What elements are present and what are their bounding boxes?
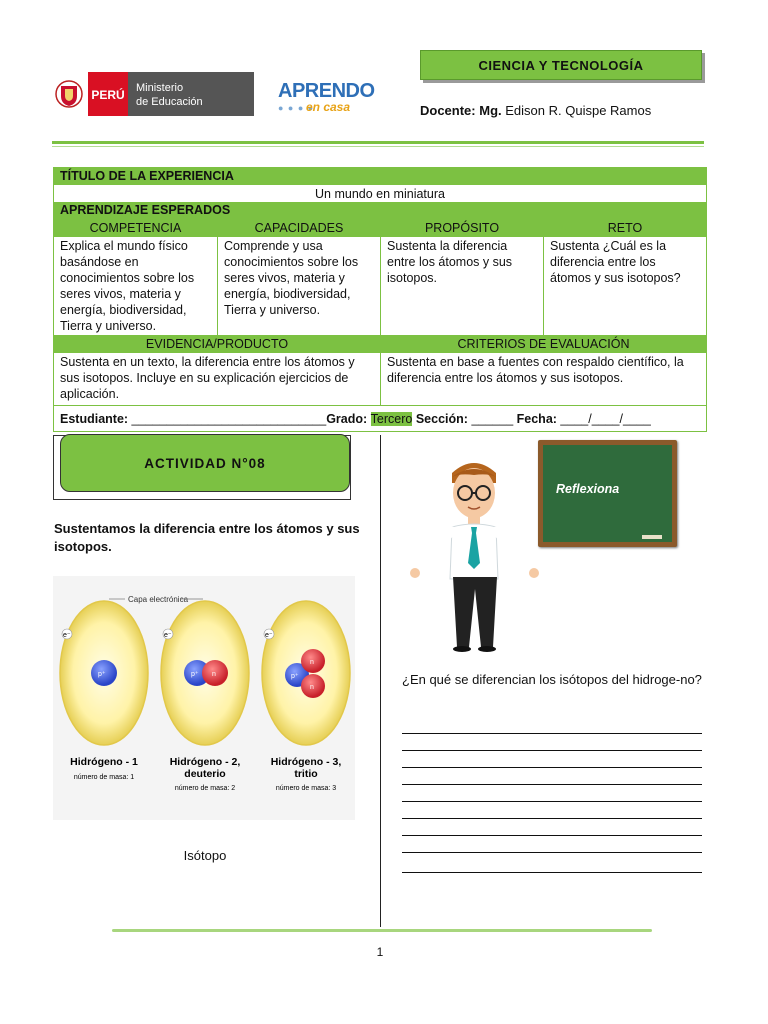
docente-line <box>420 103 651 118</box>
student-info-row <box>54 405 706 431</box>
docente-title: Mg. <box>479 103 502 118</box>
activity-subtitle: Sustentamos la diferencia entre los átomos y sus isotopos. <box>54 521 360 554</box>
iso3-sub: tritio <box>294 768 318 780</box>
evidencia-header-row <box>54 335 706 352</box>
electron-label-3: e⁻ <box>265 632 273 639</box>
header-divider <box>52 141 704 144</box>
iso-caption: Isótopo <box>183 848 227 863</box>
aprendo-main-text: APRENDO <box>278 80 375 102</box>
page-number: 1 <box>376 945 384 959</box>
neutron-label-2: n <box>212 671 216 678</box>
grado-label: Grado: <box>326 412 368 426</box>
iso1-mass: número de masa: 1 <box>73 774 135 781</box>
titulo-header: TÍTULO DE LA EXPERIENCIA <box>54 168 706 185</box>
estudiante-label: Estudiante: <box>60 412 129 426</box>
iso2-name: Hidrógeno - 2, <box>169 756 241 768</box>
answer-line[interactable] <box>402 733 702 734</box>
answer-line[interactable] <box>402 872 702 873</box>
titulo-value: Un mundo en miniatura <box>315 187 445 201</box>
activity-title: ACTIVIDAD N°08 <box>60 434 350 492</box>
seccion-label: Sección: <box>415 412 468 426</box>
answer-line[interactable] <box>402 852 702 853</box>
question-text: ¿En qué se diferencian los isótopos del hidroge-no? <box>402 672 702 687</box>
chalk-icon <box>642 535 662 539</box>
answer-line[interactable] <box>402 818 702 819</box>
answer-line[interactable] <box>402 801 702 802</box>
proton-label-3: p⁺ <box>291 673 299 680</box>
seccion-field[interactable]: ______ <box>471 412 514 426</box>
chalkboard <box>538 440 677 547</box>
board-text: Reflexiona <box>556 482 620 496</box>
answer-line[interactable] <box>402 784 702 785</box>
aprendo-sub-text: en casa <box>306 100 351 114</box>
ministry-line1: Ministerio <box>136 82 184 94</box>
criterios-header: CRITERIOS DE EVALUACIÓN <box>380 336 706 352</box>
country-label: PERÚ <box>91 88 125 102</box>
competencia-text: Explica el mundo físico basándose en conocimientos sobre los seres vivos, materia y energía, biodiversidad, Tierra y universo. <box>60 239 195 333</box>
estudiante-field[interactable]: ____________________________ <box>131 412 327 426</box>
iso3-mass: número de masa: 3 <box>275 785 337 792</box>
isotopes-illustration <box>53 576 355 820</box>
minedu-logo <box>52 72 254 116</box>
iso2-sub: deuterio <box>184 768 226 780</box>
column-divider <box>380 435 381 927</box>
subject-title: CIENCIA Y TECNOLOGÍA <box>420 50 702 80</box>
criterios-text: Sustenta en base a fuentes con respaldo científico, la diferencia entre los átomos y sus isotopos. <box>380 353 706 405</box>
proposito-text: Sustenta la diferencia entre los átomos y sus isotopos. <box>380 237 543 335</box>
capa-label: Capa electrónica <box>128 595 189 604</box>
col-proposito: PROPÓSITO <box>380 220 543 236</box>
answer-line[interactable] <box>402 750 702 751</box>
reto-text: Sustenta ¿Cuál es la diferencia entre los átomos y sus isotopos? <box>543 237 706 335</box>
iso2-mass: número de masa: 2 <box>174 785 236 792</box>
col-reto: RETO <box>543 220 706 236</box>
capacidades-text: Comprende y usa conocimientos sobre los seres vivos, materia y energía, biodiversidad, Tierra y universo. <box>217 237 380 335</box>
col-competencia: COMPETENCIA <box>89 221 182 235</box>
neutron-label-3b: n <box>310 684 314 691</box>
proton-label-1: p⁺ <box>98 671 106 678</box>
col-capacidades: CAPACIDADES <box>217 220 380 236</box>
evidencia-text: Sustenta en un texto, la diferencia entre los átomos y sus isotopos. Incluye en su explicación ejercicios de aplicación. <box>60 355 355 401</box>
fecha-label: Fecha: <box>516 412 557 426</box>
electron-label-2: e⁻ <box>164 632 172 639</box>
docente-name: Edison R. Quispe Ramos <box>505 103 652 118</box>
iso1-name: Hidrógeno - 1 <box>70 756 138 768</box>
fecha-field[interactable]: ____/____/____ <box>560 412 651 426</box>
columns-content-row <box>54 236 706 335</box>
aprendo-en-casa-logo <box>276 80 375 114</box>
header-divider-thin <box>52 146 704 147</box>
proton-label-2: p⁺ <box>191 671 199 678</box>
aprendizaje-header: APRENDIZAJE ESPERADOS <box>54 202 706 219</box>
neutron-label-3a: n <box>310 659 314 666</box>
footer-divider <box>112 929 652 932</box>
iso3-name: Hidrógeno - 3, <box>270 756 342 768</box>
columns-header-row <box>54 219 706 236</box>
grado-value[interactable]: Tercero <box>370 412 413 426</box>
electron-label-1: e⁻ <box>63 632 71 639</box>
experience-table <box>53 167 707 432</box>
ministry-line2: de Educación <box>136 96 203 108</box>
answer-line[interactable] <box>402 835 702 836</box>
answer-line[interactable] <box>402 767 702 768</box>
evidencia-header: EVIDENCIA/PRODUCTO <box>145 337 289 351</box>
evidencia-content-row <box>54 352 706 405</box>
aprendo-dots: ● ● ● ● <box>278 103 315 113</box>
chalkboard-surface <box>543 445 672 542</box>
docente-label: Docente: <box>420 103 476 118</box>
